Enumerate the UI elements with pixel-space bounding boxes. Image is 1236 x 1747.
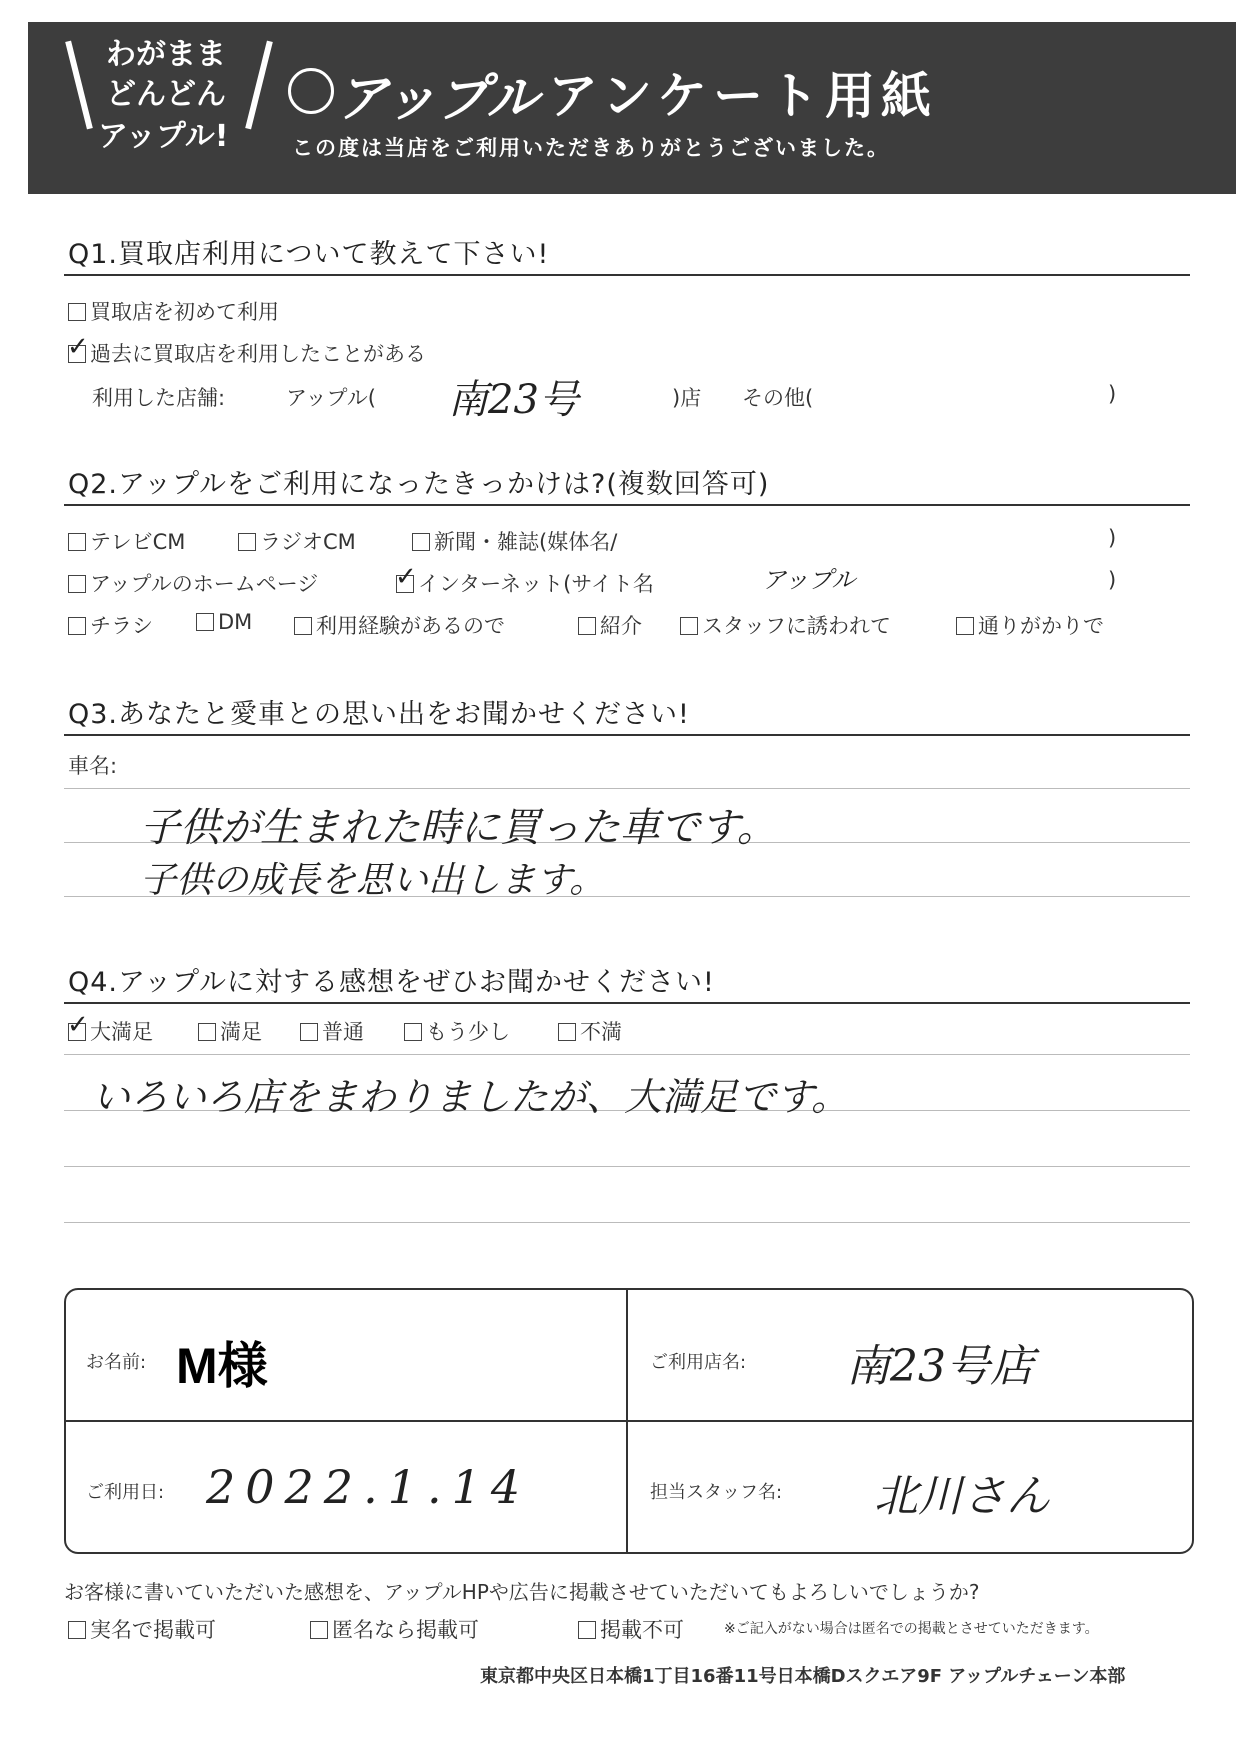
q4-answer: いろいろ店をまわりましたが、大満足です。 (92, 1075, 849, 1119)
slash-right-icon (245, 41, 273, 130)
checkmark-icon: ✓ (395, 562, 417, 592)
q2-option-newspaper[interactable]: 新聞・雑誌(媒体名/ (412, 526, 617, 556)
q2-site-name-value: アップル (762, 566, 856, 594)
q1-option-used-before[interactable]: ✓ 過去に買取店を利用したことがある (67, 332, 426, 366)
q2-option-homepage[interactable]: アップルのホームページ (68, 568, 318, 598)
name-value: M様 (176, 1338, 268, 1394)
checkbox[interactable] (68, 533, 86, 551)
info-horizontal-divider (66, 1420, 1192, 1422)
form-subtitle: この度は当店をご利用いただきありがとうございました。 (292, 136, 890, 160)
q1-store-apple-value: 南23号 (448, 377, 579, 423)
slash-left-icon (65, 41, 93, 130)
q4-option-unsatisfied[interactable]: 不満 (558, 1016, 622, 1046)
q2-option-flyer[interactable]: チラシ (68, 610, 153, 640)
q4-rule-4 (64, 1222, 1190, 1223)
checkbox[interactable] (578, 617, 596, 635)
consent-option-no-publish[interactable]: 掲載不可 (578, 1614, 684, 1644)
q3-divider (64, 734, 1190, 736)
q4-option-normal[interactable]: 普通 (300, 1016, 364, 1046)
q4-rule-3 (64, 1166, 1190, 1167)
checkbox-checked[interactable] (67, 1010, 89, 1041)
slogan-line-1: わがまま (106, 37, 226, 72)
q1-title: Q1.買取店利用について教えて下さい! (68, 239, 550, 270)
checkbox[interactable] (310, 1621, 328, 1639)
apple-logo-icon (288, 68, 334, 114)
q2-title: Q2.アップルをご利用になったきっかけは?(複数回答可) (68, 469, 770, 500)
staff-value: 北川さん (874, 1471, 1050, 1522)
checkbox[interactable] (68, 575, 86, 593)
header-banner (28, 22, 1236, 194)
checkbox[interactable] (68, 1621, 86, 1639)
checkbox[interactable] (198, 1023, 216, 1041)
q2-option-dm[interactable]: DM (196, 610, 252, 634)
q1-store-prefix: 利用した店舗: (92, 386, 226, 410)
checkbox[interactable] (558, 1023, 576, 1041)
footer-address: 東京都中央区日本橋1丁目16番11号日本橋Dスクエア9F アップルチェーン本部 (480, 1666, 1126, 1687)
checkbox[interactable] (238, 533, 256, 551)
date-label: ご利用日: (86, 1482, 165, 1503)
checkmark-icon: ✓ (67, 1010, 89, 1040)
q2-option-passing-by[interactable]: 通りがかりで (956, 610, 1104, 640)
checkbox-checked[interactable] (67, 332, 89, 363)
q4-option-satisfied[interactable]: 満足 (198, 1016, 262, 1046)
q2-option-experience[interactable]: 利用経験があるので (294, 610, 505, 640)
checkbox-checked[interactable] (395, 562, 417, 593)
q2-option-radio-cm[interactable]: ラジオCM (238, 526, 356, 556)
q2-divider (64, 504, 1190, 506)
slogan-line-3: アップル! (98, 119, 229, 154)
q3-answer-line-2: 子供の成長を思い出します。 (140, 860, 606, 901)
q1-store-apple-close: )店 (672, 386, 702, 410)
checkbox[interactable] (956, 617, 974, 635)
q2-option-referral[interactable]: 紹介 (578, 610, 642, 640)
checkbox[interactable] (412, 533, 430, 551)
q3-car-label: 車名: (68, 754, 118, 778)
q3-answer-line-1: 子供が生まれた時に買った車です。 (140, 805, 777, 851)
checkbox[interactable] (680, 617, 698, 635)
q2-option-tv-cm[interactable]: テレビCM (68, 526, 185, 556)
checkmark-icon: ✓ (67, 332, 89, 362)
q4-rule-1 (64, 1054, 1190, 1055)
q3-title: Q3.あなたと愛車との思い出をお聞かせください! (68, 699, 690, 730)
staff-label: 担当スタッフ名: (650, 1482, 783, 1503)
q4-option-very-satisfied[interactable]: ✓ 大満足 (67, 1010, 153, 1044)
date-value: 2022.1.14 (206, 1460, 531, 1514)
slogan-line-2: どんどん (106, 77, 226, 112)
q2-option-staff[interactable]: スタッフに誘われて (680, 610, 891, 640)
q4-option-bit-more[interactable]: もう少し (404, 1016, 510, 1046)
consent-option-real-name[interactable]: 実名で掲載可 (68, 1614, 216, 1644)
checkbox[interactable] (294, 617, 312, 635)
q3-rule-1 (64, 788, 1190, 789)
checkbox[interactable] (68, 303, 86, 321)
q2-row1-close: ) (1108, 526, 1117, 550)
q2-option-internet[interactable]: ✓ インターネット(サイト名 (395, 562, 654, 596)
checkbox[interactable] (68, 617, 86, 635)
q2-row2-close: ) (1108, 568, 1117, 592)
checkbox[interactable] (300, 1023, 318, 1041)
q1-divider (64, 274, 1190, 276)
store-label: ご利用店名: (650, 1352, 747, 1373)
consent-option-anonymous[interactable]: 匿名なら掲載可 (310, 1614, 479, 1644)
checkbox[interactable] (578, 1621, 596, 1639)
q1-store-apple-open: アップル( (286, 386, 376, 410)
consent-question: お客様に書いていただいた感想を、アップルHPや広告に掲載させていただいてもよろしいでしょうか? (64, 1580, 980, 1604)
q4-divider (64, 1002, 1190, 1004)
consent-note: ※ご記入がない場合は匿名での掲載とさせていただきます。 (724, 1621, 1099, 1637)
store-value: 南23号店 (846, 1341, 1034, 1392)
q1-store-other-close: ) (1108, 382, 1117, 406)
q1-option-first-time[interactable]: 買取店を初めて利用 (68, 296, 279, 326)
name-label: お名前: (86, 1352, 147, 1373)
q4-title: Q4.アップルに対する感想をぜひお聞かせください! (68, 967, 715, 998)
q1-store-other-open: その他( (742, 386, 814, 410)
customer-info-table (64, 1288, 1194, 1554)
checkbox[interactable] (404, 1023, 422, 1041)
brand-name: アップル (336, 69, 539, 129)
checkbox[interactable] (196, 613, 214, 631)
form-title: アンケート用紙 (548, 67, 937, 125)
